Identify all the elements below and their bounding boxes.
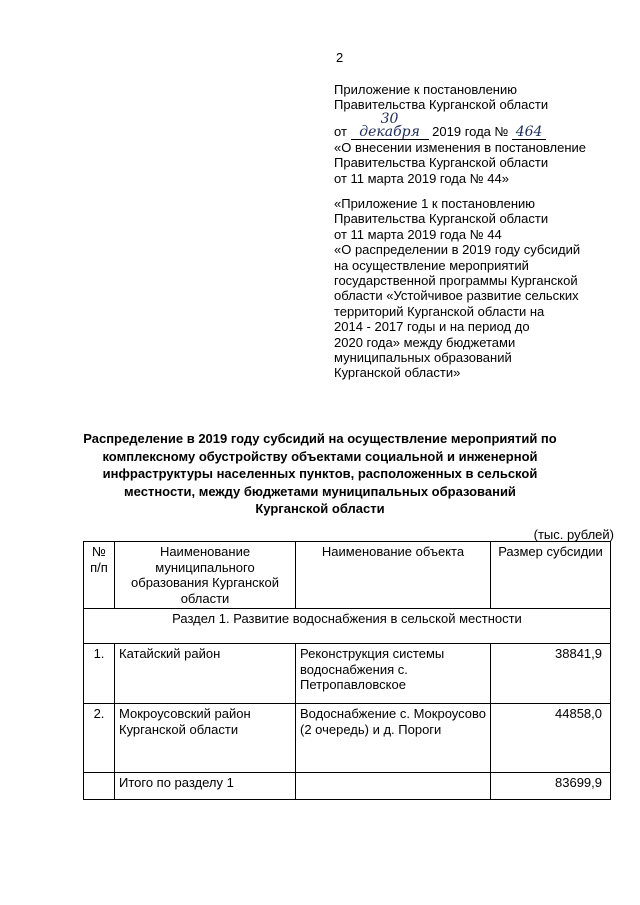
appendix1-line: «Приложение 1 к постановлению <box>334 196 536 211</box>
appendix-line: «О внесении изменения в постановление <box>334 139 587 155</box>
appendix1-line: от 11 марта 2019 года № 44 <box>334 226 502 242</box>
appendix1-line: 2014 - 2017 годы и на период до <box>334 319 530 335</box>
header-num: № п/п <box>84 542 115 609</box>
row-municipality: Катайский район <box>115 644 296 704</box>
appendix-line: Правительства Курганской области <box>334 155 549 171</box>
appendix1-header <box>334 196 580 381</box>
header-municipality: Наименование муниципального образования Курганской области <box>115 542 296 609</box>
row-num: 1. <box>84 644 115 704</box>
row-municipality: Мокроусовский район Курганской области <box>115 704 296 773</box>
header-subsidy: Размер субсидии <box>491 542 611 609</box>
document-title <box>80 430 560 518</box>
row-object: Водоснабжение с. Мокроусово (2 очередь) и д. Пороги <box>296 704 491 773</box>
title-line: комплексному обустройству объектами социальной и инженерной <box>102 448 538 464</box>
title-line: местности, между бюджетами муниципальных образований <box>124 483 516 499</box>
appendix1-line: 2020 года» между бюджетами <box>334 334 516 350</box>
section-title: Раздел 1. Развитие водоснабжения в сельской местности <box>84 609 611 644</box>
appendix-line: от <box>334 123 347 139</box>
row-subsidy: 38841,9 <box>491 644 611 704</box>
row-subsidy: 44858,0 <box>491 704 611 773</box>
appendix-line: Правительства Курганской области <box>334 97 549 113</box>
appendix1-line: «О распределении в 2019 году субсидий <box>334 242 581 258</box>
units-label: (тыс. рублей) <box>533 527 614 542</box>
appendix-line: от 11 марта 2019 года № 44» <box>334 170 509 186</box>
title-line: инфраструктуры населенных пунктов, расположенных в сельской <box>102 466 538 481</box>
appendix1-line: государственной программы Курганской <box>334 273 578 289</box>
total-row <box>84 773 611 800</box>
subsidy-table <box>83 541 611 800</box>
appendix-line: 2019 года № <box>432 123 509 139</box>
table-row <box>84 704 611 773</box>
appendix1-line: области «Устойчивое развитие сельских <box>334 288 579 304</box>
appendix1-line: на осуществление мероприятий <box>334 257 529 273</box>
appendix-header <box>334 82 586 186</box>
appendix1-line: Правительства Курганской области <box>334 211 549 227</box>
total-object <box>296 773 491 800</box>
appendix1-line: Курганской области» <box>334 365 461 381</box>
section-row <box>84 609 611 644</box>
total-subsidy: 83699,9 <box>491 773 611 800</box>
title-line: Курганской области <box>255 501 385 516</box>
handwritten-date: 30 декабря <box>351 113 429 140</box>
table-header-row <box>84 542 611 609</box>
table-row <box>84 644 611 704</box>
handwritten-number: 464 <box>512 126 546 140</box>
row-object: Реконструкция системы водоснабжения с. Петропавловское <box>296 644 491 704</box>
title-line: Распределение в 2019 году субсидий на осуществление мероприятий по <box>83 431 557 446</box>
appendix-line: Приложение к постановлению <box>334 82 517 97</box>
total-num <box>84 773 115 800</box>
row-num: 2. <box>84 704 115 773</box>
page-number: 2 <box>336 50 344 65</box>
appendix-date-line <box>334 110 586 140</box>
header-object: Наименование объекта <box>296 542 491 609</box>
total-label: Итого по разделу 1 <box>115 773 296 800</box>
appendix1-line: муниципальных образований <box>334 350 512 366</box>
appendix1-line: территорий Курганской области на <box>334 303 545 319</box>
